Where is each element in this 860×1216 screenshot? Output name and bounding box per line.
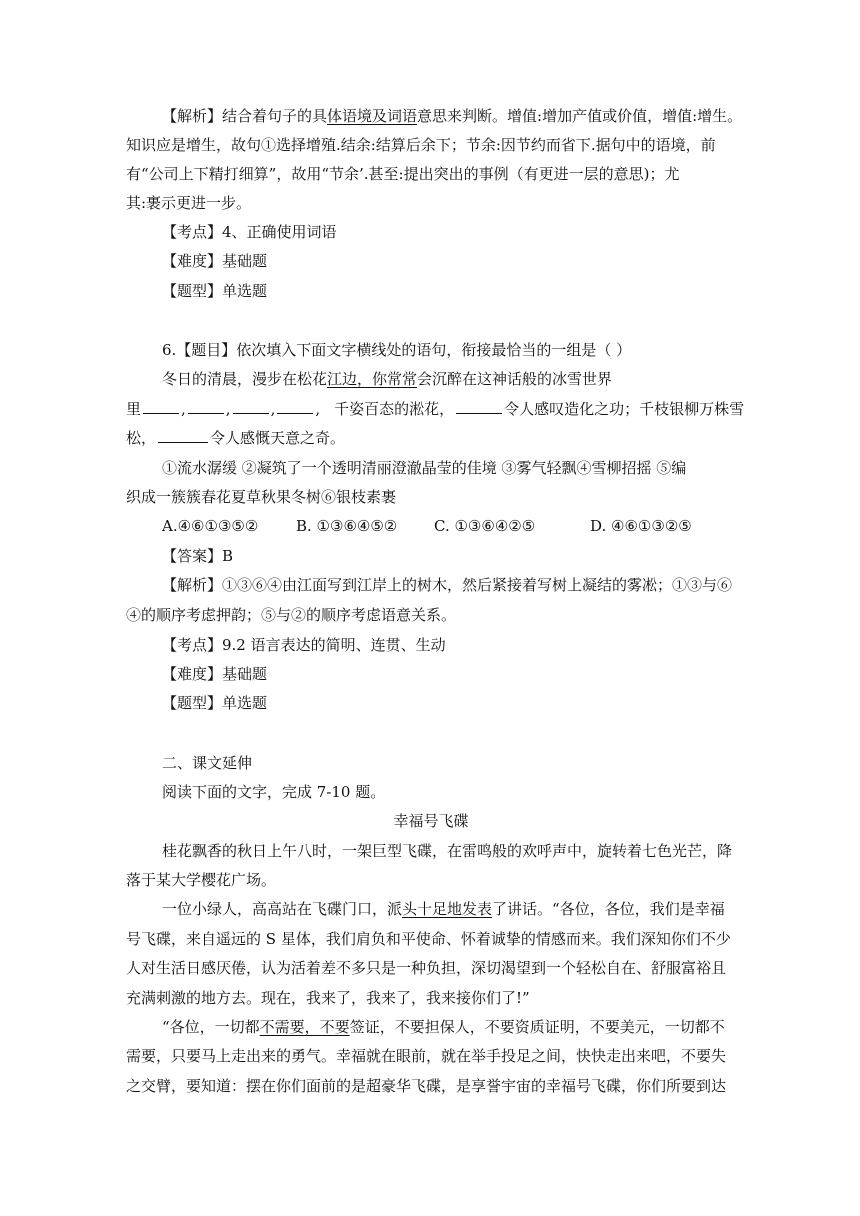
story-para-3-line-1 <box>162 1016 736 1038</box>
option-c: C. ①③⑥④②⑤ <box>434 517 536 535</box>
underlined-text: 不需要，不要 <box>259 1018 350 1036</box>
question-6-options <box>162 515 736 537</box>
reading-instruction: 阅读下面的文字，完成 7-10 题。 <box>162 783 386 801</box>
analysis-text: 【解析】结合着句子的具 <box>162 107 328 125</box>
story-para-1-line-1: 桂花飘香的秋日上午八时，一架巨型飞碟，在雷鸣般的欢呼声中，旋转着七色光芒，降 <box>162 842 733 860</box>
difficulty: 【难度】基础题 <box>162 252 268 270</box>
blank-line <box>233 399 269 414</box>
underlined-text: 头十足地发表 <box>402 900 493 918</box>
passage-text: 里 <box>126 400 142 418</box>
passage-text: 冬日的清晨，漫步在松花 <box>162 370 328 388</box>
story-text: “各位，一切都 <box>162 1018 260 1036</box>
option-a: A.④⑥①③⑤② <box>162 517 259 535</box>
story-para-3-line-2: 需要，只要马上走出来的勇气。幸福就在眼前，就在举手投足之间，快快走出来吧，不要失 <box>126 1047 727 1065</box>
question-6-line-3 <box>126 427 736 449</box>
question-6-items-1: ①流水潺缓 ②凝筑了一个透明清丽澄澈晶莹的佳境 ③雾气轻飘④雪柳招摇 ⑤编 <box>162 459 687 477</box>
story-para-1-line-2: 落于某大学樱花广场。 <box>126 871 277 889</box>
story-title: 幸福号飞碟 <box>393 812 469 830</box>
option-b: B. ①③⑥④⑤② <box>296 517 398 535</box>
story-para-2-line-4: 充满刺激的地方去。现在，我来了，我来了，我来接你们了!” <box>126 989 530 1007</box>
blank-line <box>277 399 313 414</box>
story-para-3-line-3: 之交臂，要知道：摆在你们面前的是超豪华飞碟，是享誉宇宙的幸福号飞碟，你们所要到达 <box>126 1077 727 1095</box>
section-heading: 二、课文延伸 <box>162 754 253 772</box>
option-d: D. ④⑥①③②⑤ <box>590 517 692 535</box>
question-6-title: 6.【题目】依次填入下面文字横线处的语句，衔接最恰当的一组是（ ） <box>162 341 632 359</box>
story-text: 了讲话。“各位，各位，我们是幸福 <box>492 900 725 918</box>
passage-text: 会沉醉在这神话般的冰雪世界 <box>417 370 613 388</box>
difficulty: 【难度】基础题 <box>162 665 268 683</box>
analysis-line-1 <box>162 105 743 127</box>
passage-text: 千姿百态的淞花， <box>334 400 455 418</box>
story-para-2-line-3: 人对生活日感厌倦，认为活着差不多只是一种负担，深切渴望到一个轻松自在、舒服富裕且 <box>126 959 727 977</box>
question-6-line-2: 里 , , , , 千姿百态的淞花， 令人感叹造化之功；千枝银柳万株雪 <box>126 400 745 418</box>
story-text: 签证，不要担保人，不要资质证明，不要美元，一切都不 <box>349 1018 725 1036</box>
underlined-text: 体语境及词语 <box>327 107 418 125</box>
blank-line <box>158 428 208 443</box>
analysis-line-3: 有“公司上下精打细算”，故用“节余’.甚至:提出突出的事例（有更进一层的意思)；尤 <box>126 165 680 183</box>
analysis-text: 意思来判断。增值:增加产值或价值，增值:增生。 <box>417 107 743 125</box>
exam-point: 【考点】4、正确使用词语 <box>162 223 337 241</box>
underlined-text: 江边，你常常 <box>327 370 418 388</box>
passage-text: 令人感慨天意之奇。 <box>210 429 346 447</box>
analysis-line-4: 其:裹示更进一步。 <box>126 194 252 212</box>
question-type: 【题型】单选题 <box>162 282 268 300</box>
story-para-2-line-1 <box>162 898 736 920</box>
exam-point: 【考点】9.2 语言表达的简明、连贯、生动 <box>162 636 446 654</box>
passage-text: 松， <box>126 429 157 447</box>
question-6-analysis-1: 【解析】①③⑥④由江面写到江岸上的树木，然后紧接着写树上凝结的雾凇；①③与⑥ <box>162 576 733 594</box>
analysis-line-2: 知识应是增生，故句①选择增殖.结余:结算后余下；节余:因节约而省下.据句中的语境，前 <box>126 136 716 154</box>
question-6-items-2: 织成一簇簇春花夏草秋果冬树⑥银枝素裹 <box>126 488 397 506</box>
blank-line <box>143 399 179 414</box>
blank-line <box>456 399 502 414</box>
question-6-analysis-2: ④的顺序考虑押韵；⑤与②的顺序考虑语意关系。 <box>126 606 457 624</box>
story-text: 一位小绿人，高高站在飞碟门口，派 <box>162 900 403 918</box>
story-para-2-line-2: 号飞碟，来自遥远的 S 星体，我们肩负和平使命、怀着诚挚的情感而来。我们深知你们不少 <box>126 930 731 948</box>
passage-text: 令人感叹造化之功；千枝银柳万株雪 <box>504 400 745 418</box>
answer: 【答案】B <box>162 547 234 565</box>
question-type: 【题型】单选题 <box>162 694 268 712</box>
question-6-line-1 <box>162 368 736 390</box>
blank-line <box>188 399 224 414</box>
